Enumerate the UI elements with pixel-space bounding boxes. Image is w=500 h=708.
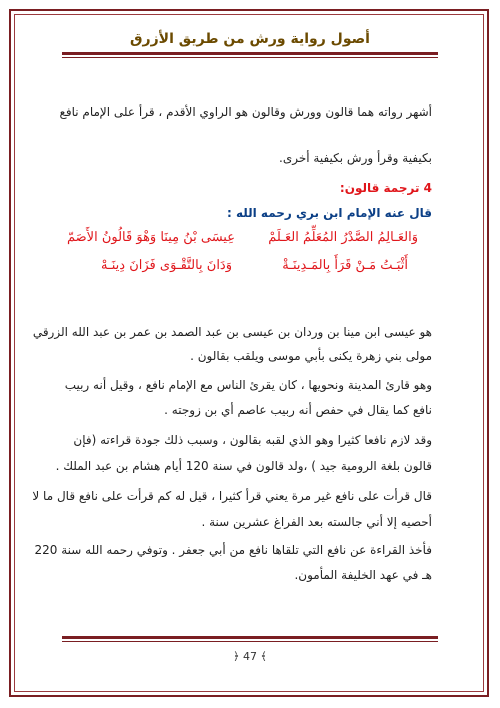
body-line-10: هـ في عهد الخليفة المأمون. (294, 568, 432, 582)
poem-row-2-left: وَدَانَ بِالتَّقْـوَى فَزَانَ دِينَـهْ (100, 258, 232, 273)
poem-row-1-left: عِيسَى بْنُ مِينَا وَهْوَ قَالُونُ الأَصَمّ (66, 230, 235, 245)
intro-line-1: أشهر رواته هما قالون وورش وقالون هو الراوي الأقدم ، قرأ على الإمام نافع (59, 105, 432, 119)
body-line-9: فأخذ القراءة عن نافع التي تلقاها نافع من أبي جعفر . وتوفي رحمه الله سنة 220 (34, 543, 432, 557)
body-line-3: وهو قارئ المدينة ونحويها ، كان يقرئ الناس مع الإمام نافع ، وقيل أنه ربيب (64, 378, 432, 392)
body-line-6: قالون بلغة الرومية جيد ) ،ولد قالون في سنة 120 أيام هشام بن عبد الملك . (55, 459, 432, 473)
section-subheading: قال عنه الإمام ابن بري رحمه الله : (226, 206, 432, 220)
header-rule-thin (62, 57, 438, 58)
poem-row-2-right: أَثْبَـتُ مَـنْ قَرَأَ بِالمَـدِينَـةْ (282, 258, 408, 273)
poem-row-1-right: وَالعَـالِمُ الصَّدْرُ المُعَلِّمُ العَـلَمْ (268, 230, 418, 245)
intro-line-2: بكيفية وقرأ ورش بكيفية أخرى. (279, 151, 432, 165)
body-line-4: نافع كما يقال في حفص أنه ربيب عاصم أي بن زوجته . (164, 403, 432, 417)
body-line-8: أحصيه إلا أني جالسته بعد الفراغ عشرين سنة . (201, 515, 432, 529)
header-rule (62, 52, 438, 55)
page-number: ﴿ 47 ﴾ (233, 650, 267, 663)
footer-rule-thin (62, 641, 438, 642)
header-title: أصول رواية ورش من طريق الأزرق (130, 31, 370, 47)
body-line-2: مولى بني زهرة يكنى بأبي موسى ويلقب بقالون . (190, 349, 432, 363)
body-line-5: وقد لازم نافعا كثيرا وهو الذي لقبه بقالون ، وسبب ذلك جودة قراءته (فإن (73, 433, 432, 447)
footer-rule (62, 636, 438, 639)
body-line-1: هو عيسى ابن مينا بن وردان بن عيسى بن عبد الصمد بن عمر بن عبد الله الزرقي (32, 325, 432, 339)
body-line-7: قال قرأت على نافع غير مرة يعني قرأ كثيرا ، قيل له كم قرأت على نافع قال ما لا (32, 489, 432, 503)
section-heading: 4 ترجمة قالون: (339, 181, 432, 195)
